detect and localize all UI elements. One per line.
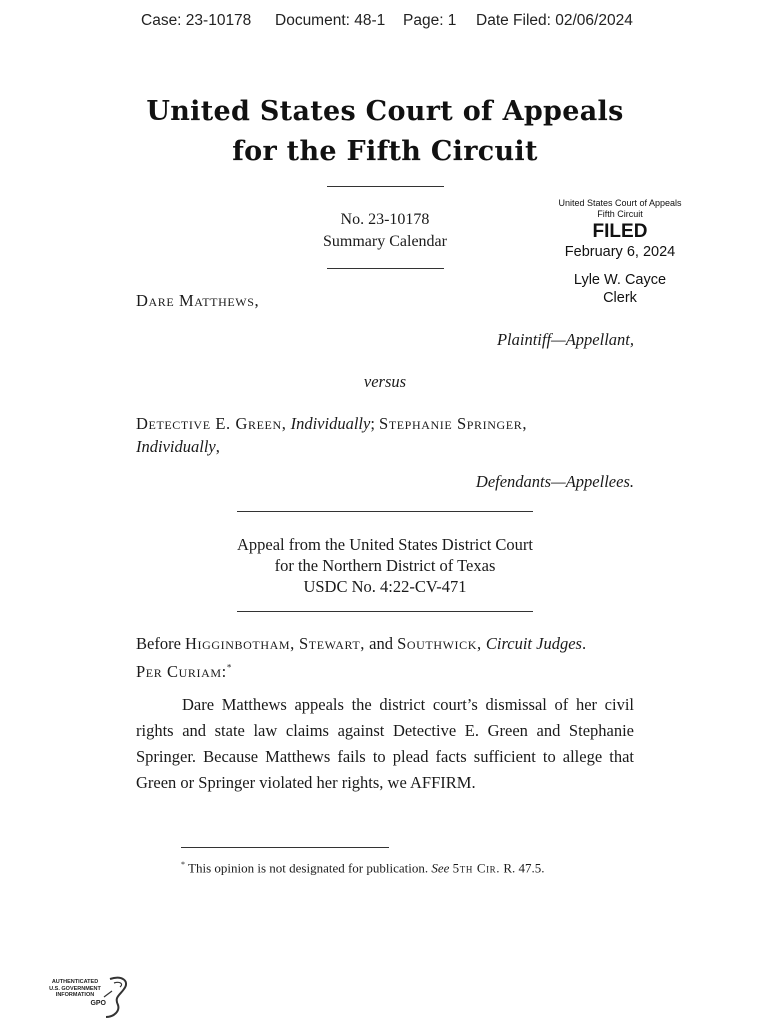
page-number: Page: 1 bbox=[403, 12, 457, 29]
gpo-mark: GPO bbox=[90, 999, 106, 1007]
defendant-2: Stephanie Springer, bbox=[379, 414, 528, 433]
stamp-clerk-name: Lyle W. Cayce bbox=[573, 272, 667, 288]
appeal-line-2: for the Northern District of Texas bbox=[274, 556, 496, 575]
per-curiam-label: Per Curiam: bbox=[136, 662, 227, 681]
footnote-reference[interactable]: * bbox=[226, 662, 232, 673]
gpo-authentication-logo bbox=[40, 975, 140, 1020]
gpo-line-3: INFORMATION bbox=[55, 992, 95, 998]
divider bbox=[327, 268, 444, 269]
opinion-paragraph: Dare Matthews appeals the district court’s dismissal of her civil rights and state law claims against Detective E. Green and Stephanie Springer. Because Matthews fails to plead facts sufficient to allege that Green or Springer violated her rights, we AFFIRM. bbox=[136, 695, 634, 792]
appeal-block bbox=[0, 534, 770, 597]
date-filed: Date Filed: 02/06/2024 bbox=[476, 12, 633, 29]
judges-title: Circuit Judges bbox=[485, 634, 582, 653]
defendants-role: Defendants—Appellees. bbox=[475, 472, 634, 491]
stamp-clerk-title: Clerk bbox=[603, 290, 637, 306]
and-label: and bbox=[369, 634, 393, 653]
stamp-status: FILED bbox=[592, 221, 648, 242]
stamp-circuit: Fifth Circuit bbox=[597, 209, 643, 219]
defendant-1-capacity: Individually bbox=[290, 414, 371, 433]
separator: ; bbox=[370, 414, 375, 433]
defendants bbox=[136, 412, 634, 458]
case-number: Case: 23-10178 bbox=[141, 12, 252, 29]
footnote-rule-court: 5th Cir. bbox=[452, 860, 501, 876]
gpo-line-2: U.S. GOVERNMENT bbox=[49, 985, 101, 992]
court-title: United States Court of Appeals bbox=[146, 96, 624, 127]
per-curiam bbox=[136, 662, 232, 682]
gpo-line-1: AUTHENTICATED bbox=[51, 979, 99, 985]
footnote bbox=[181, 860, 545, 876]
docket-number: No. 23-10178 bbox=[340, 211, 430, 228]
divider bbox=[327, 186, 444, 187]
judge-1: Higginbotham, bbox=[185, 634, 295, 653]
defendant-1: Detective E. Green, bbox=[136, 414, 287, 433]
footnote-rule: R. 47.5. bbox=[503, 860, 545, 876]
stamp-court: United States Court of Appeals bbox=[558, 198, 682, 208]
footnote-text: This opinion is not designated for publication. bbox=[188, 860, 429, 876]
period: . bbox=[581, 634, 587, 653]
document-number: Document: 48-1 bbox=[275, 12, 386, 29]
plaintiff-role: Plaintiff—Appellant, bbox=[496, 330, 634, 349]
defendant-2-capacity: Individually bbox=[136, 437, 216, 456]
divider bbox=[237, 511, 533, 512]
filed-stamp bbox=[540, 198, 700, 307]
versus: versus bbox=[363, 372, 407, 391]
separator: , bbox=[215, 437, 220, 456]
court-subtitle: for the Fifth Circuit bbox=[232, 136, 538, 167]
appeal-line-1: Appeal from the United States District Court bbox=[236, 535, 534, 554]
footnote-see: See bbox=[431, 860, 450, 876]
judge-2: Stewart, bbox=[299, 634, 366, 653]
panel-line bbox=[136, 634, 636, 654]
before-label: Before bbox=[136, 634, 181, 653]
footnote-divider bbox=[181, 847, 389, 848]
docket-calendar: Summary Calendar bbox=[323, 233, 447, 250]
judge-3: Southwick, bbox=[397, 634, 482, 653]
divider bbox=[237, 611, 533, 612]
plaintiff-name: Dare Matthews, bbox=[136, 291, 260, 310]
appeal-line-3: USDC No. 4:22-CV-471 bbox=[303, 577, 467, 596]
footnote-mark: * bbox=[181, 860, 185, 869]
stamp-date: February 6, 2024 bbox=[564, 244, 676, 260]
